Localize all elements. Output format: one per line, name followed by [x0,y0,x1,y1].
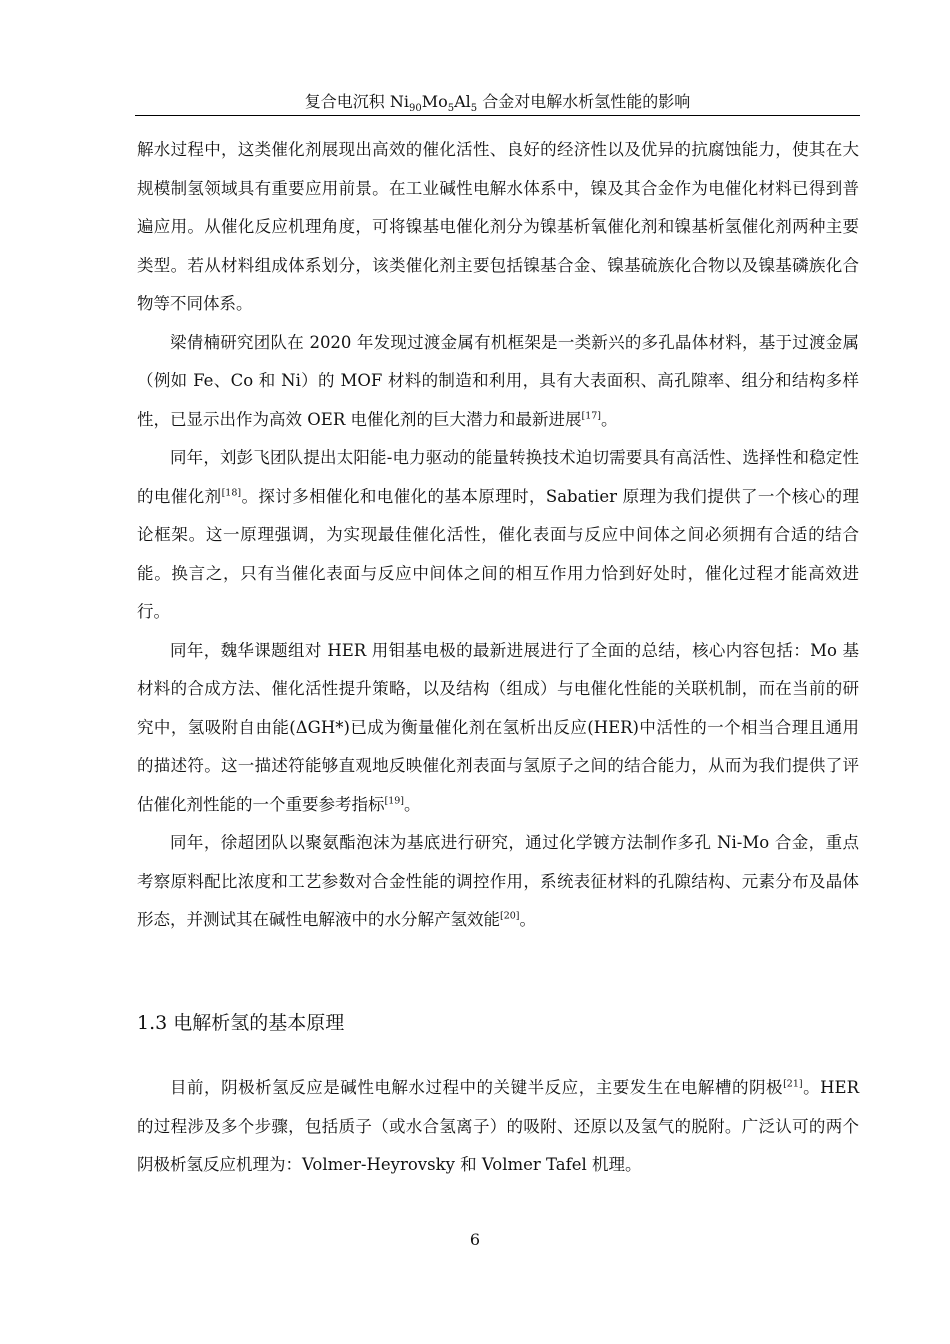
paragraph-text: 。探讨多相催化和电催化的基本原理时，Sabatier 原理为我们提供了一个核心的理论框架。这一原理强调，为实现最佳催化活性，催化表面与反应中间体之间必须拥有合适的结合能。换言之，只有当催化表面与反应中间体之间的相互作用力恰到好处时，催化过程才能高效进行。 [137,486,859,621]
header-title-part: Mo [421,92,448,111]
paragraph-text: 梁倩楠研究团队在 2020 年发现过渡金属有机框架是一类新兴的多孔晶体材料，基于过渡金属（例如 Fe、Co 和 Ni）的 MOF 材料的制造和利用，具有大表面积、高孔隙率、组分和结构多样性，已显示出作为高效 OER 电催化剂的巨大潜力和最新进展 [137,332,859,429]
citation-20[interactable]: [20] [500,910,520,922]
paragraph-text: 同年，魏华课题组对 HER 用钼基电极的最新进展进行了全面的总结，核心内容包括：Mo 基材料的合成方法、催化活性提升策略，以及结构（组成）与电催化性能的关联机制，而在当前的研究中，氢吸附自由能(ΔGH*)已成为衡量催化剂在氢析出反应(HER)中活性的一个相当合理且通用的描述符。这一描述符能够直观地反映催化剂表面与氢原子之间的结合能力，从而为我们提供了评估催化剂性能的一个重要参考指标 [137,640,859,814]
paragraph-3 [137,439,859,632]
body-text [137,131,859,940]
paragraph-1: 解水过程中，这类催化剂展现出高效的催化活性、良好的经济性以及优异的抗腐蚀能力，使其在大规模制氢领域具有重要应用前景。在工业碱性电解水体系中，镍及其合金作为电催化材料已得到普遍应用。从催化反应机理角度，可将镍基电催化剂分为镍基析氧催化剂和镍基析氢催化剂两种主要类型。若从材料组成体系划分，该类催化剂主要包括镍基合金、镍基硫族化合物以及镍基磷族化合物等不同体系。 [137,140,859,313]
paragraph-text: 目前，阴极析氢反应是碱性电解水过程中的关键半反应，主要发生在电解槽的阴极 [170,1078,784,1097]
header-title-part: 复合电沉积 Ni [304,92,409,111]
paragraph-5 [137,824,859,940]
paragraph-6 [137,1069,859,1185]
subscript-mo-5: 5 [447,103,455,115]
section-heading: 1.3 电解析氢的基本原理 [137,1012,345,1034]
citation-18[interactable]: [18] [221,487,242,498]
header-rule [135,115,860,116]
citation-17[interactable]: [17] [581,410,602,421]
paragraph-2 [137,324,859,440]
paragraph-text: 同年，刘彭飞团队提出太阳能-电力驱动的能量转换技术迫切需要具有高活性、选择性和稳定性的电催化剂 [137,448,859,506]
paragraph-text: 。HER 的过程涉及多个步骤，包括质子（或水合氢离子）的吸附、还原以及氢气的脱附。广泛认可的两个阴极析氢反应机理为：Volmer-Heyrovsky 和 Volmer Tafel 机理。 [137,1078,860,1174]
paragraph-4 [137,632,859,825]
paragraph-end: 。 [601,409,618,429]
page-number: 6 [469,1230,481,1249]
header-title-part: Al [454,92,471,111]
paragraph-end: 。 [404,794,421,814]
section-body-text [137,1069,859,1185]
citation-19[interactable]: [19] [384,795,405,806]
running-header-title [135,92,860,115]
paragraph-end: 。 [519,910,537,929]
paragraph-text: 同年，徐超团队以聚氨酯泡沫为基底进行研究，通过化学镀方法制作多孔 Ni-Mo 合金，重点考察原料配比浓度和工艺参数对合金性能的调控作用，系统表征材料的孔隙结构、元素分布及晶体形态，并测试其在碱性电解液中的水分解产氢效能 [137,833,859,929]
subscript-ni-90: 90 [408,103,422,115]
subscript-al-5: 5 [470,103,478,115]
header-title-part: 合金对电解水析氢性能的影响 [477,92,691,111]
citation-21[interactable]: [21] [783,1078,803,1090]
